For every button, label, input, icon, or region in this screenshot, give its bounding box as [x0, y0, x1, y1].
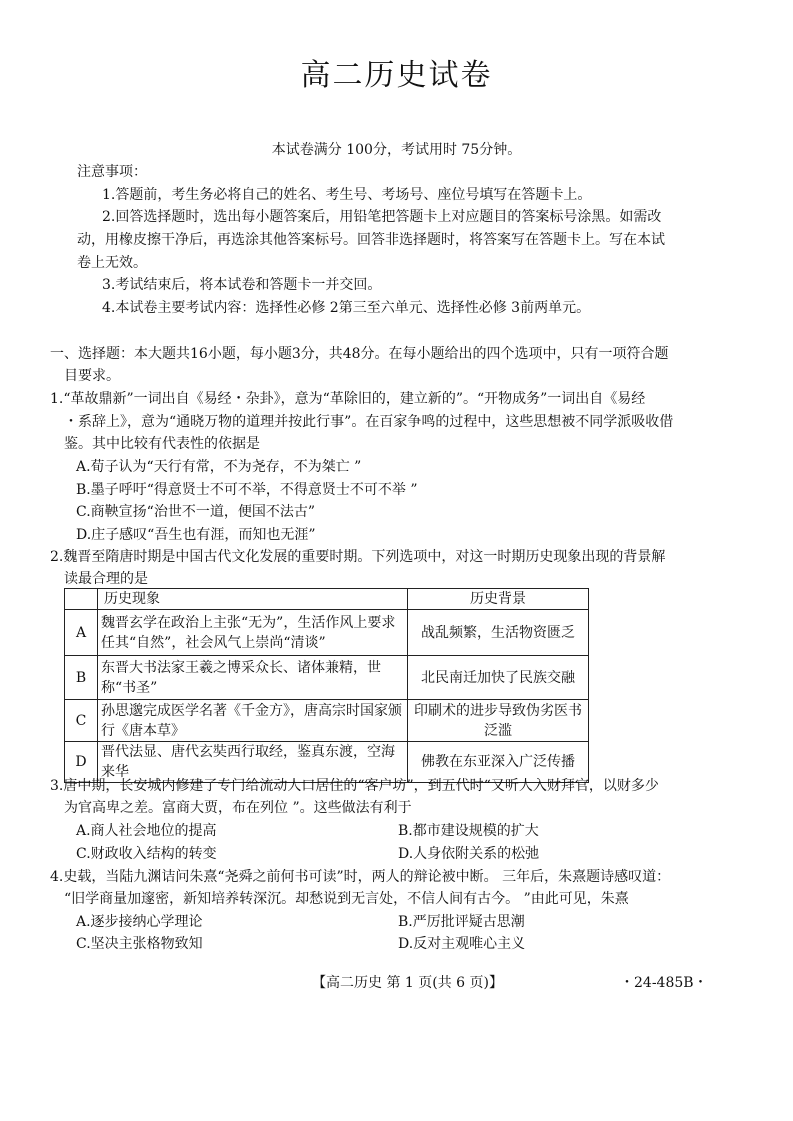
- question-3-stem: 3.唐中期，长安城内修建了专门给流动人口居住的“客户坊”，到五代时“又听人入财拜官，以财多少: [50, 778, 659, 794]
- table-header: 历史现象: [98, 589, 408, 610]
- question-1-option-a: A.荀子认为“天行有常，不为尧存，不为桀亡 ”: [76, 459, 362, 475]
- question-1-stem: ・系辞上》，意为“通晓万物的道理并按此行事”。在百家争鸣的过程中，这些思想被不同学派吸收借: [64, 414, 674, 430]
- row-background: 北民南迁加快了民族交融: [408, 656, 589, 700]
- question-1-stem: 鉴。其中比较有代表性的依据是: [64, 436, 260, 452]
- row-label: B: [65, 656, 98, 700]
- table-row: [65, 656, 589, 700]
- question-1-option-d: D.庄子感叹“吾生也有涯，而知也无涯”: [76, 527, 316, 543]
- question-3-stem: 为官高卑之差。富商大贾，布在列位 ”。这些做法有利于: [64, 800, 412, 816]
- table-header-blank: [65, 589, 98, 610]
- row-background: 战乱频繁，生活物资匮乏: [408, 610, 589, 656]
- row-phenomenon: 东晋大书法家王羲之博采众长、诸体兼精，世称“书圣”: [98, 656, 408, 700]
- row-label: A: [65, 610, 98, 656]
- notice-item: 4.本试卷主要考试内容：选择性必修 2第三至六单元、选择性必修 3前两单元。: [102, 300, 591, 316]
- notice-item: 卷上无效。: [77, 255, 147, 271]
- row-phenomenon: 晋代法显、唐代玄奘西行取经，鉴真东渡，空海来华: [98, 742, 408, 783]
- page-footer: 【高二历史 第 1 页(共 6 页)】: [312, 975, 503, 991]
- row-label: D: [65, 742, 98, 783]
- table-header-row: [65, 589, 589, 610]
- question-4-option-d: D.反对主观唯心主义: [398, 936, 526, 952]
- notice-item: 1.答题前，考生务必将自己的姓名、考生号、考场号、座位号填写在答题卡上。: [102, 187, 592, 203]
- question-1-option-b: B.墨子呼吁“得意贤士不可不举，不得意贤士不可不举 ”: [76, 482, 418, 498]
- question-1-stem: 1.“革故鼎新”一词出自《易经・杂卦》，意为“革除旧的，建立新的”。“开物成务”一词出自《易经: [50, 391, 646, 407]
- row-background: 佛教在东亚深入广泛传播: [408, 742, 589, 783]
- exam-code: ・24-485B・: [620, 975, 708, 991]
- question-4-option-b: B.严厉批评疑古思潮: [398, 914, 525, 930]
- history-table: [64, 588, 589, 783]
- section-heading: 一、选择题：本大题共16小题，每小题3分，共48分。在每小题给出的四个选项中，只有一项符合题: [50, 346, 669, 362]
- row-phenomenon: 魏晋玄学在政治上主张“无为”，生活作风上要求任其“自然”，社会风气上崇尚“清谈”: [98, 610, 408, 656]
- page-title: 高二历史试卷: [300, 58, 493, 93]
- notice-item: 3.考试结束后，将本试卷和答题卡一并交回。: [102, 277, 382, 293]
- notice-item: 2.回答选择题时，选出每小题答案后，用铅笔把答题卡上对应题目的答案标号涂黑。如需改: [102, 209, 662, 225]
- question-1-option-c: C.商鞅宣扬“治世不一道，便国不法古”: [76, 504, 315, 520]
- table-header: 历史背景: [408, 589, 589, 610]
- table-row: [65, 700, 589, 742]
- question-3-option-a: A.商人社会地位的提高: [76, 823, 217, 839]
- question-3-option-c: C.财政收入结构的转变: [76, 846, 217, 862]
- notice-item: 动，用橡皮擦干净后，再选涂其他答案标号。回答非选择题时，将答案写在答题卡上。写在本试: [77, 232, 665, 248]
- row-phenomenon: 孙思邈完成医学名著《千金方》，唐高宗时国家颁行《唐本草》: [98, 700, 408, 742]
- notice-heading: 注意事项：: [77, 164, 147, 180]
- table-row: [65, 610, 589, 656]
- question-4-stem: 4.史载，当陆九渊诘问朱熹“尧舜之前何书可读”时，两人的辩论被中断。 三年后，朱熹题诗感叹道：: [50, 869, 671, 885]
- section-heading-cont: 目要求。: [64, 368, 120, 384]
- question-3-option-d: D.人身依附关系的松弛: [398, 846, 540, 862]
- question-2-stem: 2.魏晋至隋唐时期是中国古代文化发展的重要时期。下列选项中，对这一时期历史现象出现的背景解: [50, 549, 666, 565]
- question-4-option-c: C.坚决主张格物致知: [76, 936, 203, 952]
- row-label: C: [65, 700, 98, 742]
- row-background: 印刷术的进步导致伪劣医书泛滥: [408, 700, 589, 742]
- question-3-option-b: B.都市建设规模的扩大: [398, 823, 539, 839]
- question-2-stem: 读最合理的是: [64, 571, 148, 587]
- exam-subtitle: 本试卷满分 100分，考试用时 75分钟。: [271, 142, 522, 158]
- question-4-option-a: A.逐步接纳心学理论: [76, 914, 203, 930]
- question-4-stem: “旧学商量加邃密，新知培养转深沉。却愁说到无言处，不信人间有古今。 ”由此可见，朱熹: [64, 891, 629, 907]
